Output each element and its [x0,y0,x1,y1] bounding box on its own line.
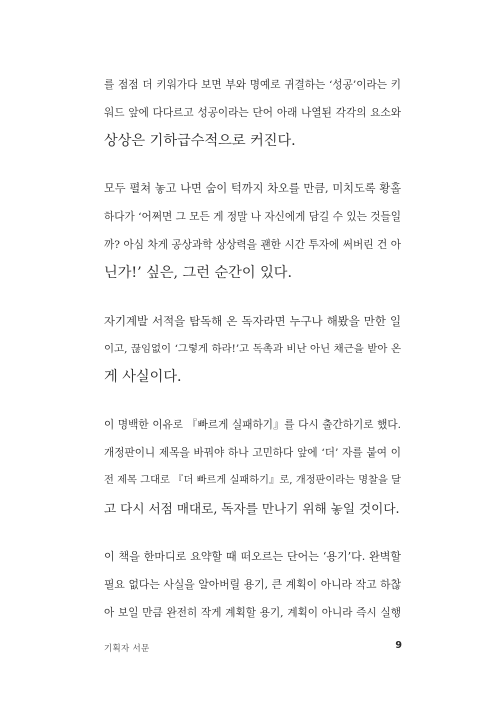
text-line: 게 사실이다. [104,369,182,385]
text-line: 자기계발 서적을 탐독해 온 독자라면 누구나 해봤을 만한 일 [104,314,401,328]
text-line: 고 다시 서점 매대로, 독자를 만나기 위해 놓일 것이다. [104,501,400,516]
text-line: 까? 아심 차게 공상과학 상상력을 괜한 시간 투자에 써버린 건 아 [104,239,401,251]
text-line: 를 점점 더 키워가다 보면 부와 명예로 귀결하는 ‘성공’이라는 키 [104,79,401,91]
text-line: 닌가!’ 싶은, 그런 순간이 있다. [104,265,293,281]
text-line: 모두 펼쳐 놓고 나면 숨이 턱까지 차오를 만큼, 미치도록 황홀 [104,182,401,195]
text-line: 아 보일 만큼 완전히 작게 계획할 용기, 계획이 아니라 즉시 실행 [104,607,401,619]
text-line: 개정판이니 제목을 바꿔야 하나 고민하다 앞에 ‘더’ 자를 붙여 이 [104,447,401,459]
text-line: 워드 앞에 다다르고 성공이라는 단어 아래 나열된 각각의 요소와 [104,107,401,119]
text-line: 필요 없다는 사실을 알아버릴 용기, 큰 계획이 아니라 작고 하찮 [104,578,401,591]
text-line: 이고, 끊임없이 ‘그렇게 하라!’고 독촉과 비난 아닌 채근을 받아 온 [104,343,401,355]
running-footer-section: 기획자 서문 [104,644,150,654]
page-number: 9 [395,640,402,651]
text-line: 상상은 기하급수적으로 커진다. [104,133,296,149]
text-line: 이 명백한 이유로 『빠르게 실패하기』를 다시 출간하기로 했다. [104,419,401,431]
text-line: 하다가 ‘어쩌면 그 모든 게 정말 나 자신에게 담길 수 있는 것들일 [104,211,401,223]
text-line: 이 책을 한마디로 요약할 때 떠오르는 단어는 ‘용기’다. 완벽할 [104,550,401,563]
text-line: 전 제목 그대로 『더 빠르게 실패하기』로, 개정판이라는 명찰을 달 [104,475,401,486]
